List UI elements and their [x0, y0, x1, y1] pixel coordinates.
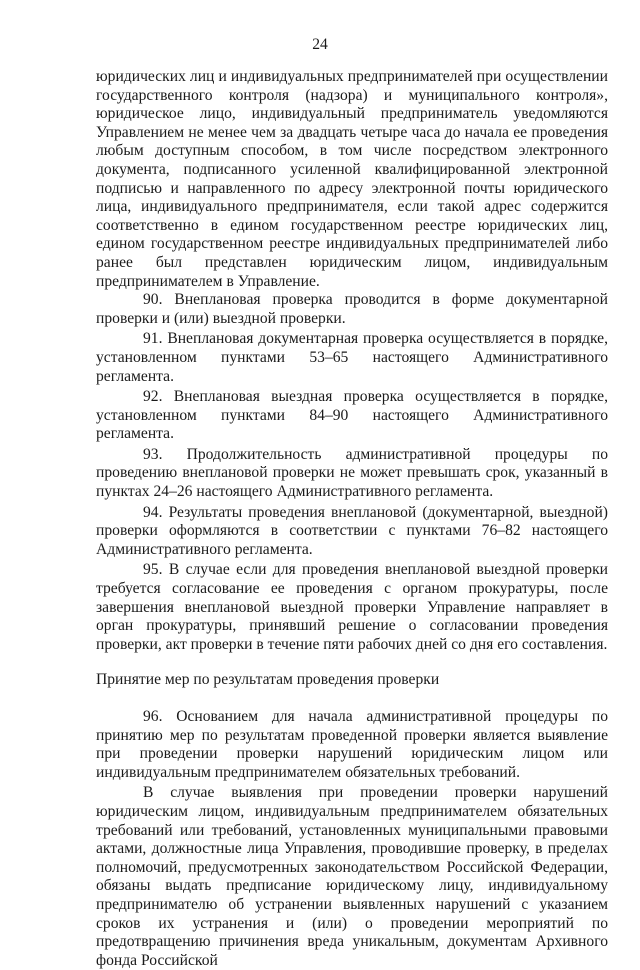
section-heading: Принятие мер по результатам проведения проверки	[96, 671, 440, 689]
paragraph-95: 95. В случае если для проведения внеплановой выездной проверки требуется согласование ее проведения с органом прокуратуры, после завершения внеплановой выездной проверки Управление направляет в орган прокуратуры, принявший решение о согласовании проведения проверки, акт проверки в течение пяти рабочих дней со дня его составления.	[96, 561, 608, 653]
paragraph-90: 90. Внеплановая проверка проводится в форме документарной проверки и (или) выездной проверки.	[96, 291, 608, 327]
paragraph-93: 93. Продолжительность административной процедуры по проведению внеплановой проверки не может превышать срок, указанный в пунктах 24–26 настоящего Административного регламента.	[96, 445, 608, 501]
document-body	[96, 68, 608, 970]
paragraph-94: 94. Результаты проведения внеплановой (документарной, выездной) проверки оформляются в соответствии с пунктами 76–82 настоящего Административного регламента.	[96, 503, 608, 558]
paragraph-92: 92. Внеплановая выездная проверка осуществляется в порядке, установленном пунктами 84–90 настоящего Административного регламента.	[96, 388, 608, 443]
paragraph-continued: юридических лиц и индивидуальных предпринимателей при осуществлении государственного контроля (надзора) и муниципального контроля», юридическое лицо, индивидуальный предприниматель уведомляются Управлением не менее чем за двадцать четыре часа до начала ее проведения любым доступным способом, в том числе посредством электронного документа, подписанного усиленной квалифицированной электронной подписью и направленного по адресу электронной почты юридического лица, индивидуального предпринимателя, если такой адрес содержится соответственно в едином государственном реестре юридических лиц, едином государственном реестре индивидуальных предпринимателей либо ранее был представлен юридическим лицом, индивидуальным предпринимателем в Управление.	[96, 68, 608, 290]
paragraph-91: 91. Внеплановая документарная проверка осуществляется в порядке, установленном пунктами 53–65 настоящего Административного регламента.	[96, 330, 608, 385]
page-number: 24	[312, 36, 328, 53]
paragraph-96: 96. Основанием для начала административной процедуры по принятию мер по результатам проведенной проверки является выявление при проведении проверки нарушений юридическим лицом или индивидуальным предпринимателем обязательных требований.	[96, 708, 608, 781]
paragraph-96-continued: В случае выявления при проведении проверки нарушений юридическим лицом, индивидуальным предпринимателем обязательных требований или требований, установленных муниципальными правовыми актами, должностные лица Управления, проводившие проверку, в пределах полномочий, предусмотренных законодательством Российской Федерации, обязаны выдать предписание юридическому лицу, индивидуальному предпринимателю об устранении выявленных нарушений с указанием сроков их устранения и (или) о проведении мероприятий по предотвращению причинения вреда уникальным, документам Архивного фонда Российской	[96, 784, 608, 969]
